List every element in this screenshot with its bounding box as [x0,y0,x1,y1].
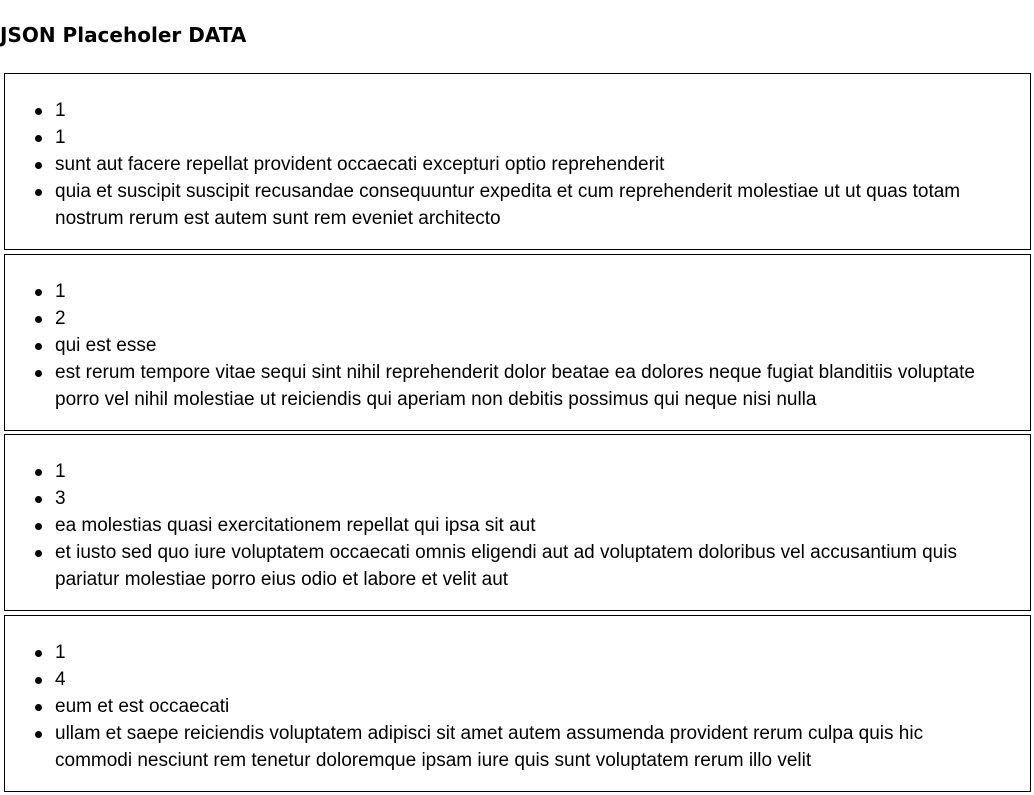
post-id: 4 [55,666,1030,693]
post-title: ea molestias quasi exercitationem repellat qui ipsa sit aut [55,512,1030,539]
post-user-id: 1 [55,97,1030,124]
post-user-id: 1 [55,639,1030,666]
post-body [55,539,1030,593]
post-body-line: quia et suscipit suscipit recusandae consequuntur expedita et cum reprehenderit molestiae ut ut quas totam [55,181,961,202]
post-body-line: pariatur molestiae porro eius odio et labore et velit aut [55,569,509,590]
post-body-line: nostrum rerum est autem sunt rem eveniet architecto [55,208,501,229]
post-title: eum et est occaecati [55,693,1030,720]
post-card [4,254,1031,431]
page-title: JSON Placeholer DATA [0,23,247,47]
post-field-list [5,458,1030,593]
post-body [55,359,1030,413]
post-card [4,615,1031,792]
post-body-line: et iusto sed quo iure voluptatem occaecati omnis eligendi aut ad voluptatem doloribus vel accusantium quis [55,542,957,563]
post-title: qui est esse [55,332,1030,359]
post-card [4,73,1031,250]
post-body-line: ullam et saepe reiciendis voluptatem adipisci sit amet autem assumenda provident rerum culpa quis hic [55,723,924,744]
post-body [55,720,1030,774]
post-body-line: porro vel nihil molestiae ut reiciendis qui aperiam non debitis possimus qui neque nisi nulla [55,389,817,410]
post-field-list [5,278,1030,413]
post-body [55,178,1030,232]
post-card [4,434,1031,611]
post-field-list [5,639,1030,774]
post-id: 2 [55,305,1030,332]
post-id: 3 [55,485,1030,512]
post-user-id: 1 [55,278,1030,305]
post-user-id: 1 [55,458,1030,485]
post-field-list [5,97,1030,232]
post-body-line: est rerum tempore vitae sequi sint nihil reprehenderit dolor beatae ea dolores neque fugiat blanditiis voluptate [55,362,975,383]
post-id: 1 [55,124,1030,151]
post-body-line: commodi nesciunt rem tenetur doloremque ipsam iure quis sunt voluptatem rerum illo velit [55,750,812,771]
post-title: sunt aut facere repellat provident occaecati excepturi optio reprehenderit [55,151,1030,178]
